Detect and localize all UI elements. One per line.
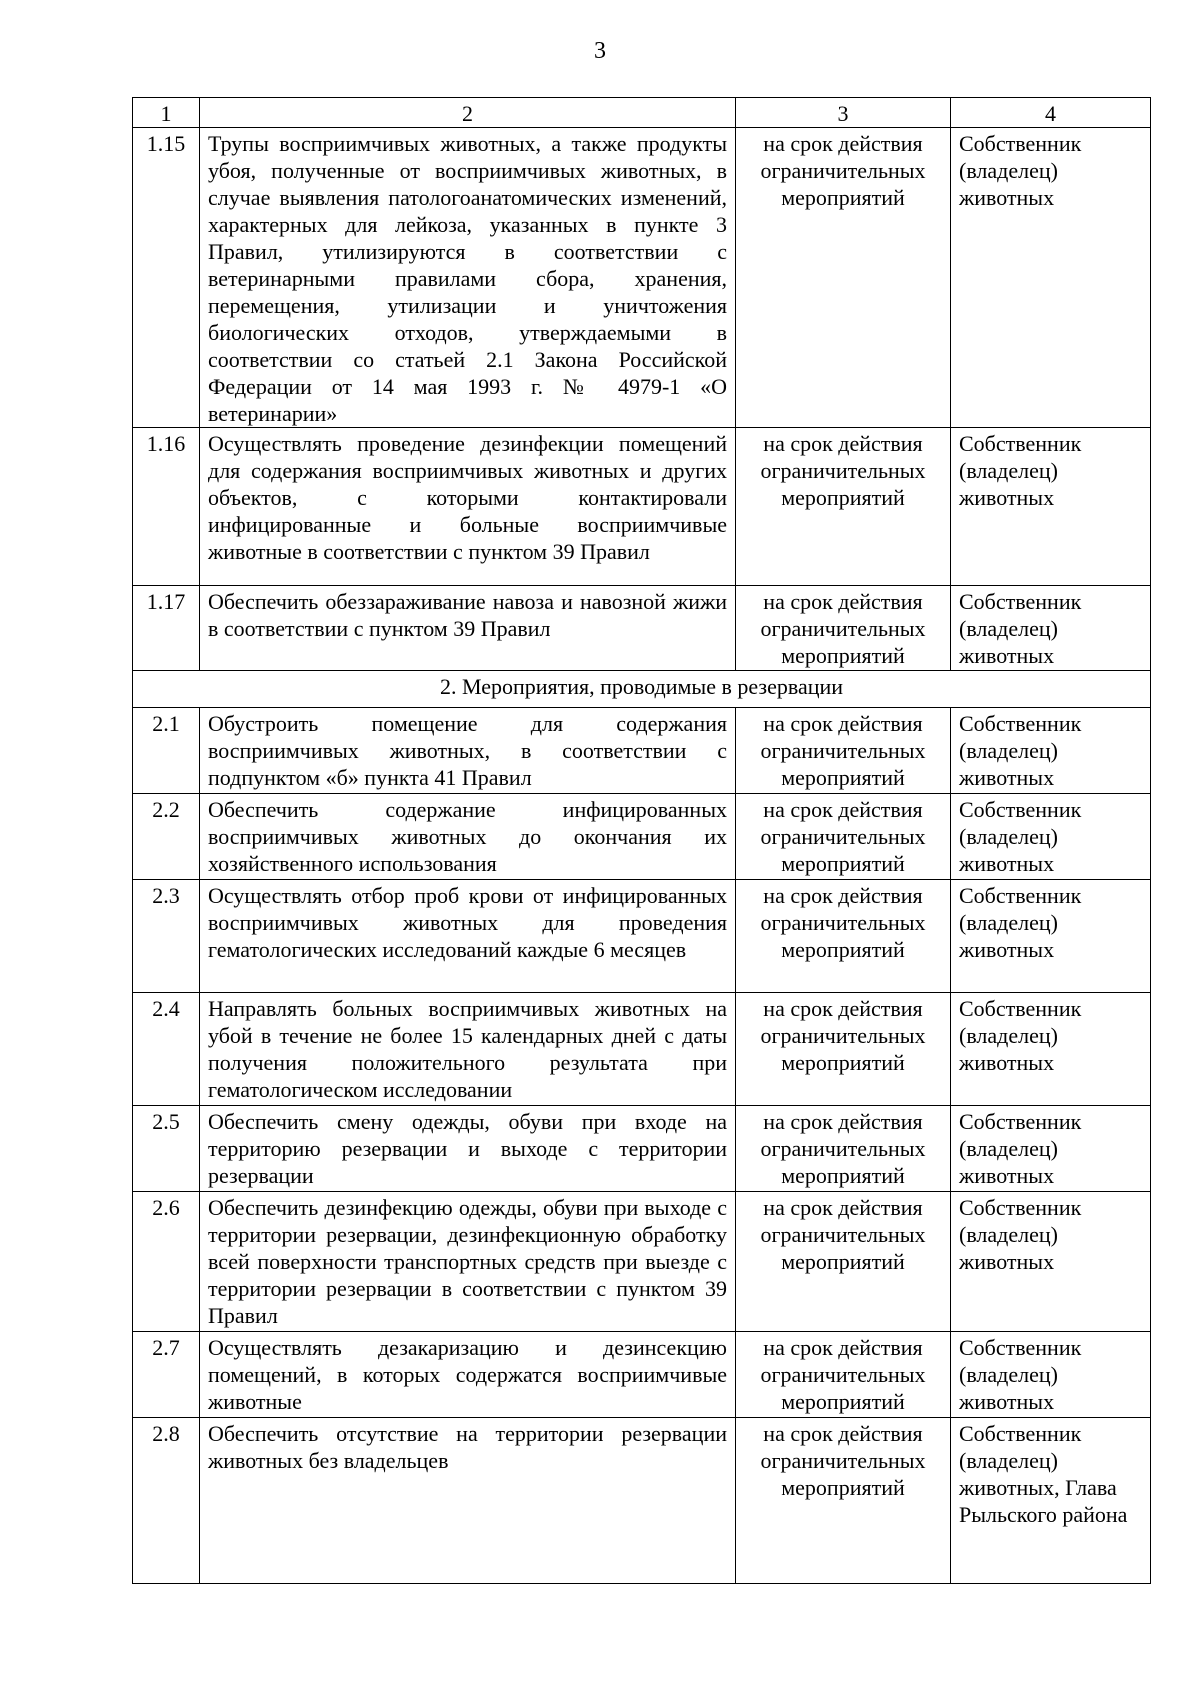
row-description: Осуществлять дезакаризацию и дезинсекцию помещений, в которых содержатся восприимчивые животные [200, 1332, 736, 1418]
row-responsible: Собственник (владелец) животных [951, 794, 1151, 880]
row-description: Трупы восприимчивых животных, а также продукты убоя, полученные от восприимчивых животных, в случае выявления патологоанатомических изменений, характерных для лейкоза, указанных в пункте 3 Правил, утилизируются в соответствии с ветеринарными правилами сбора, хранения, перемещения, утилизации и уничтожения биологических отходов, утверждаемыми в соответствии со статьей 2.1 Закона Российской Федерации от 14 мая 1993 г. № 4979-1 «О ветеринарии» [200, 128, 736, 428]
row-description: Обеспечить обеззараживание навоза и навозной жижи в соответствии с пунктом 39 Правил [200, 586, 736, 671]
table-row [133, 1418, 1151, 1584]
row-number: 1.15 [133, 128, 200, 428]
row-responsible: Собственник (владелец) животных [951, 880, 1151, 993]
row-deadline: на срок действия ограничительных мероприятий [736, 708, 951, 794]
column-header-4: 4 [951, 98, 1151, 128]
row-description: Направлять больных восприимчивых животных на убой в течение не более 15 календарных дней с даты получения положительного результата при гематологическом исследовании [200, 993, 736, 1106]
row-deadline: на срок действия ограничительных мероприятий [736, 1418, 951, 1584]
table-row [133, 586, 1151, 671]
column-header-3: 3 [736, 98, 951, 128]
row-responsible: Собственник (владелец) животных [951, 128, 1151, 428]
row-number: 2.5 [133, 1106, 200, 1192]
row-deadline: на срок действия ограничительных мероприятий [736, 993, 951, 1106]
row-deadline: на срок действия ограничительных мероприятий [736, 586, 951, 671]
page-number: 3 [594, 38, 606, 64]
row-number: 2.6 [133, 1192, 200, 1332]
row-responsible: Собственник (владелец) животных [951, 1106, 1151, 1192]
row-description: Обустроить помещение для содержания восприимчивых животных, в соответствии с подпунктом «б» пункта 41 Правил [200, 708, 736, 794]
measures-table [132, 97, 1151, 1584]
row-number: 2.1 [133, 708, 200, 794]
table-row [133, 128, 1151, 428]
table-row [133, 1332, 1151, 1418]
table-body [133, 128, 1151, 1584]
table-row [133, 880, 1151, 993]
row-deadline: на срок действия ограничительных мероприятий [736, 128, 951, 428]
row-number: 2.4 [133, 993, 200, 1106]
column-header-1: 1 [133, 98, 200, 128]
row-deadline: на срок действия ограничительных мероприятий [736, 428, 951, 586]
table-row [133, 1192, 1151, 1332]
row-responsible: Собственник (владелец) животных [951, 428, 1151, 586]
row-deadline: на срок действия ограничительных мероприятий [736, 880, 951, 993]
table-row [133, 794, 1151, 880]
row-description: Обеспечить смену одежды, обуви при входе на территорию резервации и выходе с территории резервации [200, 1106, 736, 1192]
row-responsible: Собственник (владелец) животных [951, 708, 1151, 794]
row-responsible: Собственник (владелец) животных, Глава Рыльского района [951, 1418, 1151, 1584]
table-row [133, 428, 1151, 586]
row-description: Обеспечить отсутствие на территории резервации животных без владельцев [200, 1418, 736, 1584]
row-number: 2.2 [133, 794, 200, 880]
row-deadline: на срок действия ограничительных мероприятий [736, 1106, 951, 1192]
table-header [133, 98, 1151, 128]
row-number: 2.7 [133, 1332, 200, 1418]
row-deadline: на срок действия ограничительных мероприятий [736, 794, 951, 880]
section-title: 2. Мероприятия, проводимые в резервации [133, 671, 1151, 708]
column-header-2: 2 [200, 98, 736, 128]
section-row [133, 671, 1151, 708]
row-number: 1.16 [133, 428, 200, 586]
row-responsible: Собственник (владелец) животных [951, 1192, 1151, 1332]
row-description: Осуществлять проведение дезинфекции помещений для содержания восприимчивых животных и других объектов, с которыми контактировали инфицированные и больные восприимчивые животные в соответствии с пунктом 39 Правил [200, 428, 736, 586]
row-description: Обеспечить дезинфекцию одежды, обуви при выходе с территории резервации, дезинфекционную обработку всей поверхности транспортных средств при выезде с территории резервации в соответствии с пунктом 39 Правил [200, 1192, 736, 1332]
row-description: Обеспечить содержание инфицированных восприимчивых животных до окончания их хозяйственного использования [200, 794, 736, 880]
table-row [133, 1106, 1151, 1192]
row-responsible: Собственник (владелец) животных [951, 1332, 1151, 1418]
row-deadline: на срок действия ограничительных мероприятий [736, 1332, 951, 1418]
table-row [133, 993, 1151, 1106]
row-deadline: на срок действия ограничительных мероприятий [736, 1192, 951, 1332]
table-row [133, 708, 1151, 794]
row-number: 2.3 [133, 880, 200, 993]
row-description: Осуществлять отбор проб крови от инфицированных восприимчивых животных для проведения гематологических исследований каждые 6 месяцев [200, 880, 736, 993]
row-number: 2.8 [133, 1418, 200, 1584]
row-number: 1.17 [133, 586, 200, 671]
row-responsible: Собственник (владелец) животных [951, 586, 1151, 671]
row-responsible: Собственник (владелец) животных [951, 993, 1151, 1106]
